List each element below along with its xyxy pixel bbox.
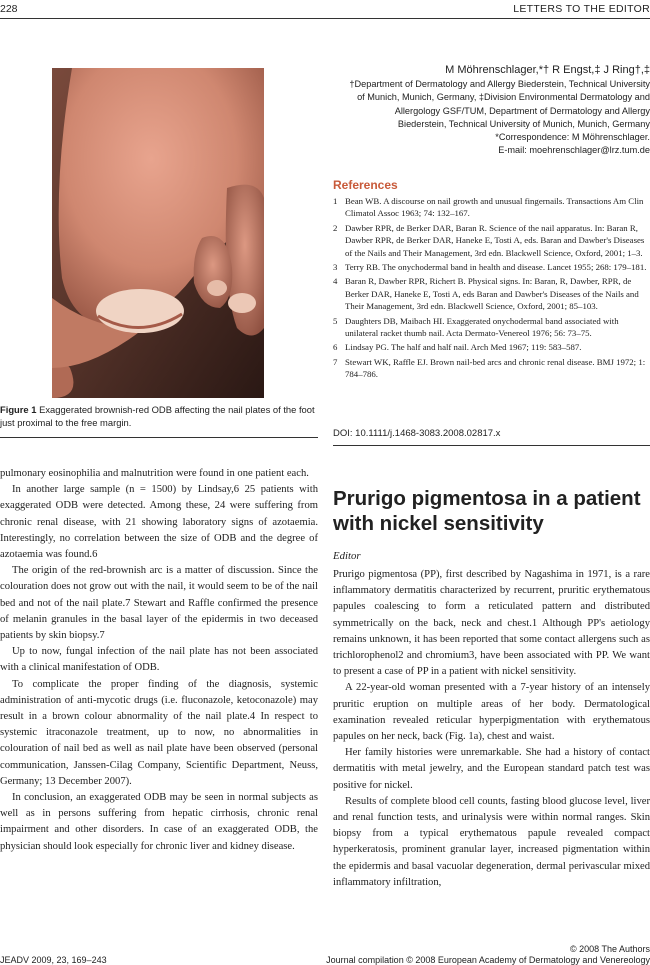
affiliation-line: Biederstein, Technical University of Munich, Munich, Germany [397, 118, 650, 129]
reference-number: 1 [333, 196, 338, 206]
reference-item [333, 341, 650, 353]
affiliation-line: Allergology GSF/TUM, Department of Dermatology and Allergy [394, 105, 650, 116]
reference-number: 5 [333, 315, 338, 326]
article-title: Prurigo pigmentosa in a patient with nickel sensitivity [333, 487, 641, 535]
reference-item [333, 356, 650, 381]
body-paragraph: To complicate the proper finding of the diagnosis, systemic administration of anti-mycotic drugs (i.e. fluconazole, ketoconazole) may result in a brown colour abnormality of the nail plate.4 In respect to systemic itraconazole treatment, up to now, no abnormalities in colouration of nail bed as well as nail plate have been observed (personal communication, Janssen-Cilag Company, Scientific Department, Neuss, Germany; 13 December 2007). [0, 678, 318, 787]
email-line[interactable]: E-mail: moehrenschlager@lrz.tum.de [498, 145, 650, 156]
references-heading: References [333, 178, 398, 192]
body-paragraph: Her family histories were unremarkable. She had a history of contact dermatitis with metal jewelry, and the European standard patch test was positive for nickel. [333, 747, 650, 791]
journal-citation: JEADV 2009, 23, 169–243 [0, 955, 107, 965]
body-paragraph: The origin of the red-brownish arc is a matter of discussion. Since the colouration does not grow out with the nail, it would seem to be of the nail bed and not of the nail plate.7 Stewart and Raffle confirmed the presence of melanin granules in the basal layer of the epidermis in two deceased patients by skin biopsy.7 [0, 565, 318, 642]
reference-item [333, 195, 650, 220]
section-title: LETTERS TO THE EDITOR [513, 3, 650, 15]
reference-text: Terry RB. The onychodermal band in health and disease. Lancet 1955; 268: 179–181. [345, 262, 647, 273]
figure-caption [0, 403, 318, 429]
body-paragraph: A 22-year-old woman presented with a 7-year history of an intensely pruritic eruption on multiple areas of her body. Dermatological examination revealed reticular hyperpigmentation with erythematous papules on her neck, back (Fig. 1a), chest and waist. [333, 682, 650, 743]
doi[interactable]: DOI: 10.1111/j.1468-3083.2008.02817.x [333, 428, 501, 439]
reference-item [333, 275, 650, 312]
reference-list [333, 195, 650, 383]
right-column-text [333, 567, 650, 891]
author-block [330, 64, 650, 158]
body-paragraph: pulmonary eosinophilia and malnutrition were found in one patient each. [0, 468, 309, 479]
caption-rule [0, 437, 318, 438]
article-separator-rule [333, 445, 650, 446]
copyright-journal: Journal compilation © 2008 European Academy of Dermatology and Venereology [326, 955, 650, 965]
reference-item [333, 315, 650, 340]
affiliation-line: of Munich, Munich, Germany, ‡Division Environmental Dermatology and [357, 92, 650, 103]
author-names: M Möhrenschlager,*† R Engst,‡ J Ring†,‡ [445, 64, 650, 76]
figure-caption-text: Exaggerated brownish-red ODB affecting the nail plates of the foot just proximal to the free margin. [0, 404, 315, 428]
body-paragraph: Results of complete blood cell counts, fasting blood glucose level, liver and renal function tests, and urinalysis were within normal ranges. Skin biopsy from a typical erythematous papule revealed compact hyperkeratosis, prominent granular layer, increased pigmentation within the epidermis and basal vacuolar degeneration, dermal perivascular mixed inflammatory infiltration, [333, 795, 650, 888]
figure-caption-label: Figure 1 [0, 404, 37, 415]
reference-text: Stewart WK, Raffle EJ. Brown nail-bed arcs and chronic renal disease. BMJ 1972; 1: 784–786. [345, 356, 646, 380]
running-header [0, 0, 650, 19]
body-paragraph: In another large sample (n = 1500) by Lindsay,6 25 patients with exaggerated ODB were detected. Among these, 24 were suffering from chronic renal disease, with 21 showing laboratory signs of azotaemia. Interestingly, no correlation between the size of ODB and the degree of azotaemia was found.6 [0, 484, 318, 561]
left-column-text [0, 466, 318, 855]
reference-text: Bean WB. A discourse on nail growth and unusual fingernails. Transactions Am Clin Climatol Assoc 1963; 74: 132–167. [345, 196, 644, 219]
editor-label: Editor [333, 550, 361, 562]
correspondence-line: *Correspondence: M Möhrenschlager. [495, 132, 650, 143]
body-paragraph: In conclusion, an exaggerated ODB may be seen in normal subjects as well as in persons suffering from hepatic cirrhosis, chronic renal impairment and other disorders. In case of an exaggerated ODB, the physician should look especially for chronic liver and kidney disease. [0, 792, 318, 852]
copyright-authors: © 2008 The Authors [569, 944, 650, 954]
reference-number: 6 [333, 342, 338, 353]
reference-text: Baran R, Dawber RPR, Richert B. Physical signs. In: Baran, R, Dawber, RPR, de Berker DAR, Haneke E, Tosti A, eds Baran and Dawber's Diseases of the Nails and Their Management, 3rd edn. Blackwell Science, Oxford, 2001; 85–103. [345, 276, 639, 312]
body-paragraph: Prurigo pigmentosa (PP), first described by Nagashima in 1971, is a rare inflammatory dermatitis characterized by recurrent, pruritic erythematous papules coalescing to form a reticulated pattern and distributed symmetrically on the back, neck and chest.1 Although PP's aetiology remains unknown, it has been reported that some contact allergens such as trichlorophenol2 and chromium3, have been associated with PP. We want to present a case of PP in a patient with nickel sensitivity. [333, 569, 650, 678]
reference-item [333, 261, 650, 273]
reference-item [333, 222, 650, 259]
reference-number: 2 [333, 222, 338, 233]
page-number: 228 [0, 3, 18, 15]
reference-text: Daughters DB, Maibach HI. Exaggerated onychodermal band associated with unilateral racket thumb nail. Acta Dermato-Venereol 1976; 56: 73–75. [345, 315, 619, 339]
reference-number: 3 [333, 262, 338, 273]
reference-number: 7 [333, 356, 338, 367]
reference-text: Lindsay PG. The half and half nail. Arch Med 1967; 119: 583–587. [345, 342, 582, 353]
affiliation-line: †Department of Dermatology and Allergy Biederstein, Technical University [349, 79, 650, 89]
reference-text: Dawber RPR, de Berker DAR, Baran R. Science of the nail apparatus. In: Baran R, Dawber RPR, de Berker DAR, Haneke E, Tosti A, eds. Baran and Dawber's Diseases of the Nails and Their Management, 3rd edn. Blackwell Science, Oxford, 2001; 1–3. [345, 222, 645, 258]
author-affiliation [330, 78, 650, 158]
reference-number: 4 [333, 276, 338, 287]
figure-photo [52, 68, 264, 398]
body-paragraph: Up to now, fungal infection of the nail plate has not been associated with a clinical manifestation of ODB. [0, 646, 318, 674]
